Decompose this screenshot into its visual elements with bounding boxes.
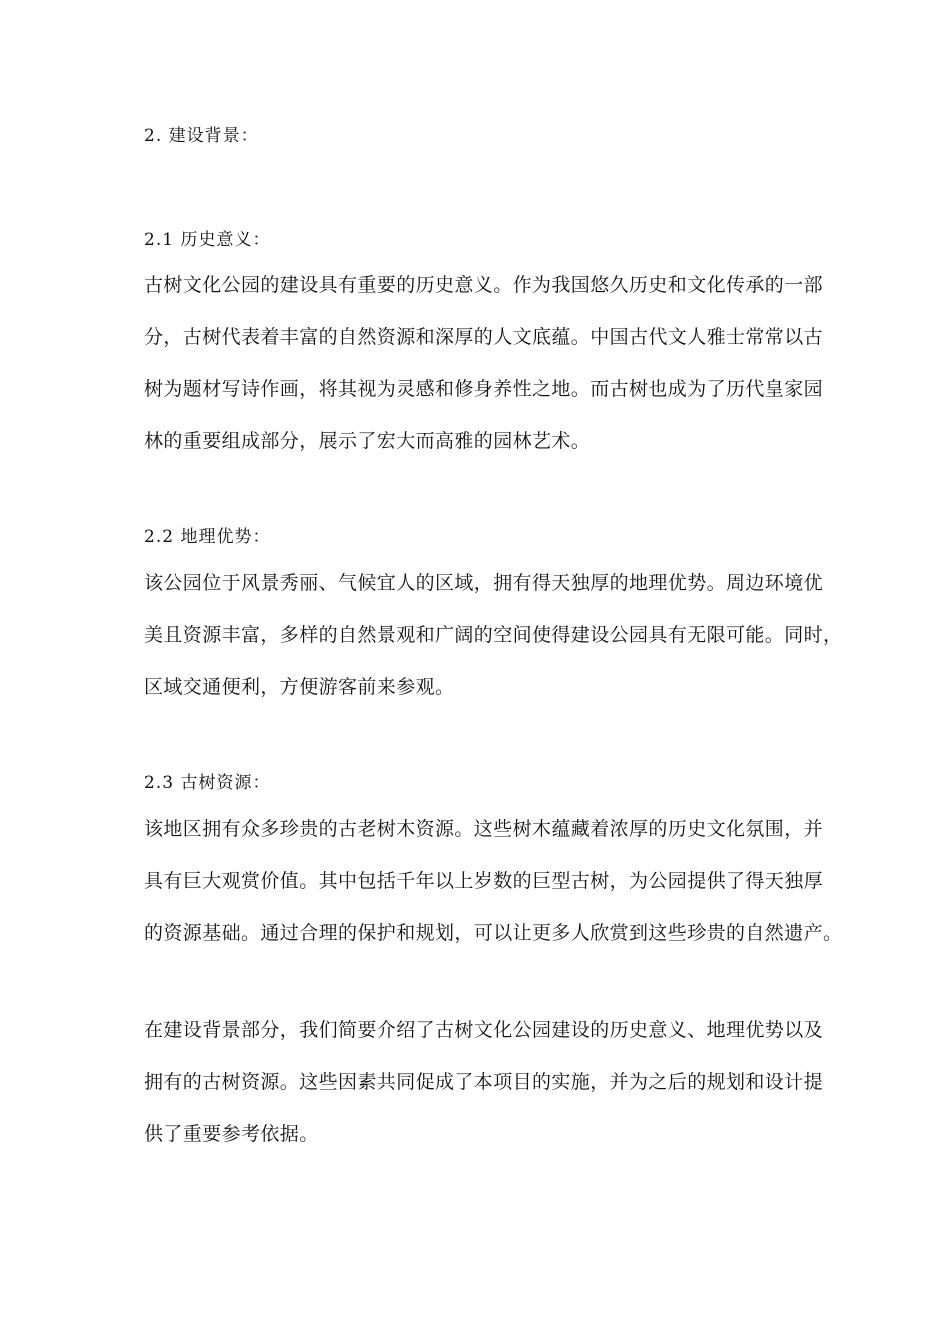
paragraph-line: 美且资源丰富，多样的自然景观和广阔的空间使得建设公园具有无限可能。同时， xyxy=(144,624,843,646)
paragraph-line: 具有巨大观赏价值。其中包括千年以上岁数的巨型古树，为公园提供了得天独厚 xyxy=(144,870,824,892)
paragraph-line: 分，古树代表着丰富的自然资源和深厚的人文底蕴。中国古代文人雅士常常以古 xyxy=(144,326,824,348)
paragraph-line: 供了重要参考依据。 xyxy=(144,1123,319,1145)
paragraph-line: 树为题材写诗作画，将其视为灵感和修身养性之地。而古树也成为了历代皇家园 xyxy=(144,378,824,400)
paragraph-line: 的资源基础。通过合理的保护和规划，可以让更多人欣赏到这些珍贵的自然遗产。 xyxy=(144,922,843,944)
paragraph-line: 区域交通便利，方便游客前来参观。 xyxy=(144,676,455,698)
section-heading: 2. 建设背景： xyxy=(144,126,259,146)
paragraph-line: 在建设背景部分，我们简要介绍了古树文化公园建设的历史意义、地理优势以及 xyxy=(144,1019,824,1041)
subsection-heading-geography: 2.2 地理优势： xyxy=(144,527,271,547)
subsection-heading-history: 2.1 历史意义： xyxy=(144,230,271,250)
paragraph-line: 该公园位于风景秀丽、气候宜人的区域，拥有得天独厚的地理优势。周边环境优 xyxy=(144,572,824,594)
paragraph-line: 该地区拥有众多珍贵的古老树木资源。这些树木蕴藏着浓厚的历史文化氛围，并 xyxy=(144,818,824,840)
subsection-heading-resources: 2.3 古树资源： xyxy=(144,773,271,793)
paragraph-line: 拥有的古树资源。这些因素共同促成了本项目的实施，并为之后的规划和设计提 xyxy=(144,1071,824,1093)
paragraph-line: 古树文化公园的建设具有重要的历史意义。作为我国悠久历史和文化传承的一部 xyxy=(144,274,824,296)
paragraph-line: 林的重要组成部分，展示了宏大而高雅的园林艺术。 xyxy=(144,430,591,452)
